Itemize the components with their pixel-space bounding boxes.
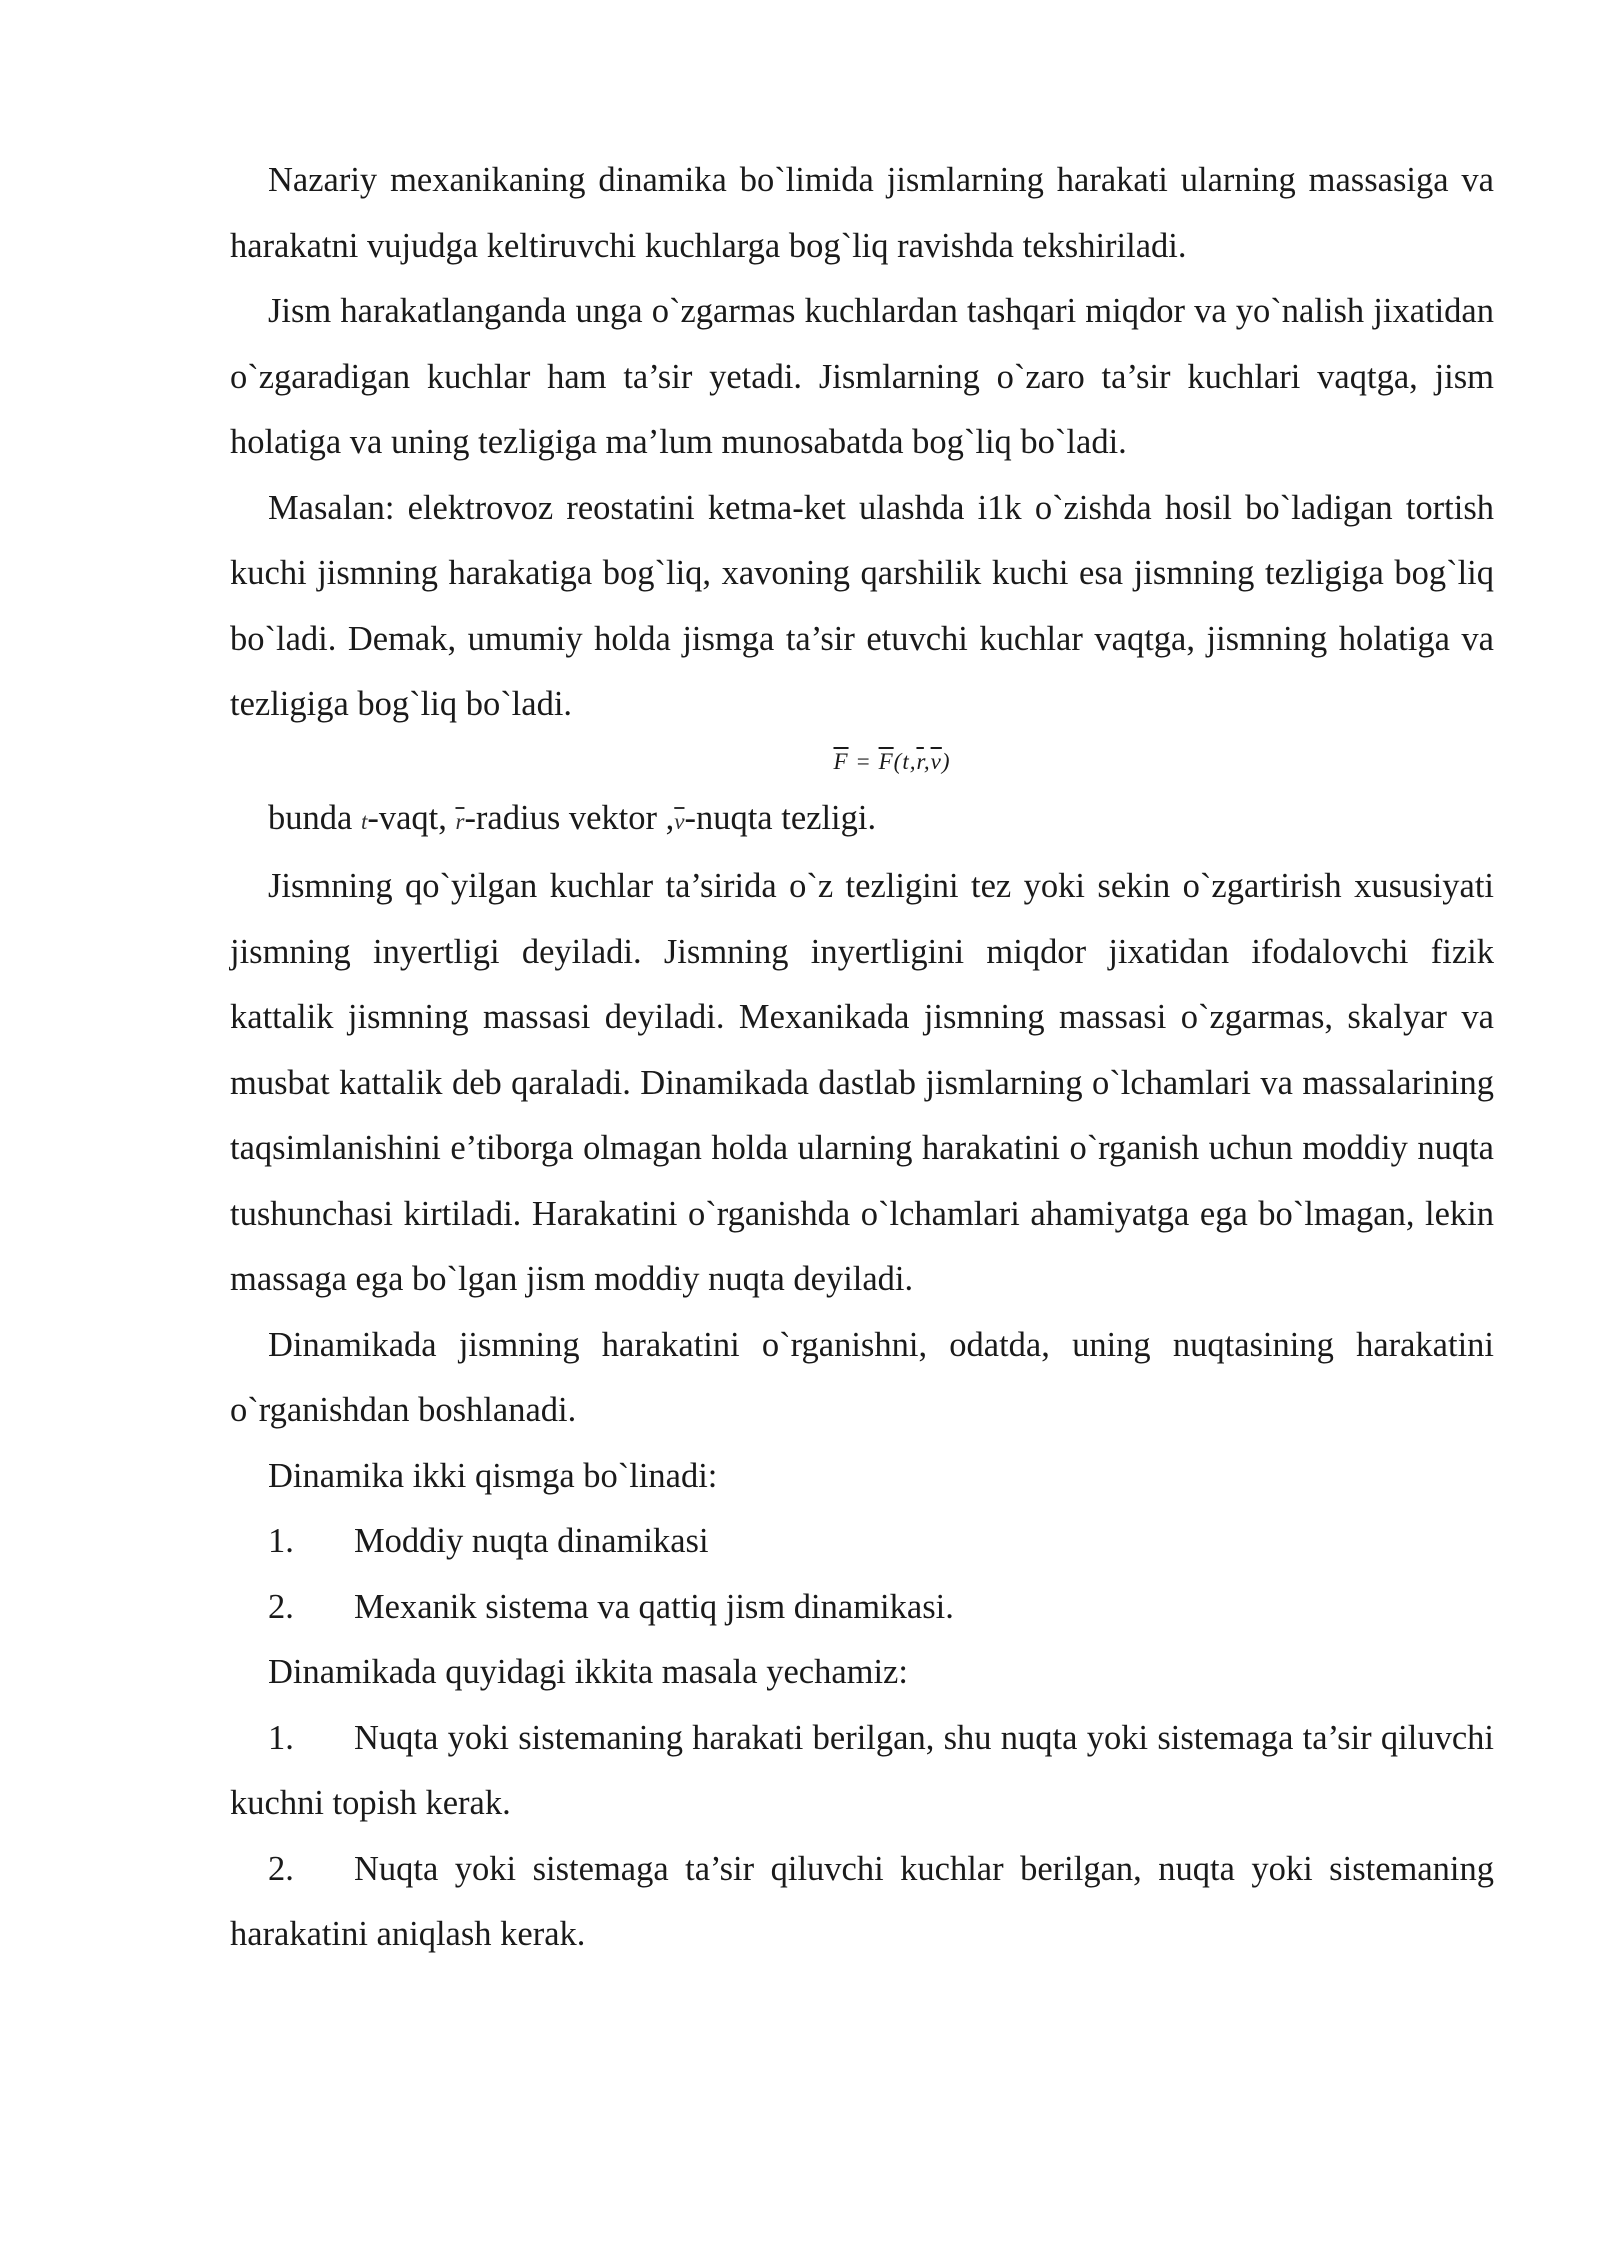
document-page: [230, 148, 1494, 1968]
paragraph-point-motion: Dinamikada jismning harakatini o`rganishni, odatda, uning nuqtasining harakatini o`rganishdan boshlanadi.: [230, 1325, 1494, 1429]
list-text: Nuqta yoki sistemaga ta’sir qiluvchi kuchlar berilgan, nuqta yoki sistemaning harakatini aniqlash kerak.: [230, 1849, 1494, 1953]
force-formula: [230, 738, 1494, 786]
paragraph-intro: Nazariy mexanikaning dinamika bo`limida jismlarning harakati ularning massasiga va harakatni vujudga keltiruvchi kuchlarga bog`liq ravishda tekshiriladi.: [230, 161, 1494, 265]
formula-equals: =: [855, 748, 872, 774]
list-text: Moddiy nuqta dinamikasi: [354, 1522, 709, 1560]
parts-list: [230, 1509, 1494, 1640]
paragraph-definitions: [230, 786, 1494, 855]
formula-force-symbol: $\overline{F}$: [833, 748, 849, 774]
velocity-symbol: $\overline{v}$: [674, 808, 685, 834]
definitions-lead: bunda: [268, 798, 361, 837]
formula-arg-time: t: [902, 748, 910, 774]
list-number: 2.: [268, 1587, 294, 1626]
paragraph-inertia: Jismning qo`yilgan kuchlar ta’sirida o`z tezligini tez yoki sekin o`zgartirish xususiyati jismning inyertligi deyiladi. Jismning inyertligini miqdor jixatidan ifodalovchi fizik kattalik jismning massasi deyiladi. Mexanikada jismning massasi o`zgarmas, skalyar va musbat kattalik deb qaraladi. Dinamikada dastlab jismlarning o`lchamlari va massalarining taqsimlanishini e’tiborga olmagan holda ularning harakatini o`rganish uchun moddiy nuqta tushunchasi kirtiladi. Harakatini o`rganishda o`lchamlari ahamiyatga ega bo`lmagan, lekin massaga ega bo`lgan jism moddiy nuqta deyiladi.: [230, 867, 1494, 1298]
time-definition: -vaqt,: [367, 798, 456, 837]
list-number: 1.: [268, 1718, 294, 1757]
paragraph-problems-intro: Dinamikada quyidagi ikkita masala yechamiz:: [268, 1653, 908, 1691]
list-item: [230, 1837, 1494, 1968]
problems-list: [230, 1706, 1494, 1968]
list-number: 1.: [268, 1522, 294, 1560]
paragraph-forces: Jism harakatlanganda unga o`zgarmas kuchlardan tashqari miqdor va yo`nalish jixatidan o`zgaradigan kuchlar ham ta’sir yetadi. Jismlarning o`zaro ta’sir kuchlari vaqtga, jism holatiga va uning tezligiga ma’lum munosabatda bog`liq bo`ladi.: [230, 292, 1494, 461]
time-symbol: t: [360, 808, 368, 834]
radius-symbol: $\overline{r}$: [455, 808, 465, 834]
paragraph-example: Masalan: elektrovoz reostatini ketma-ket ulashda i1k o`zishda hosil bo`ladigan tortish kuchi jismning harakatiga bog`liq, xavoning qarshilik kuchi esa jismning tezligiga bog`liq bo`ladi. Demak, umumiy holda jismga ta’sir etuvchi kuchlar vaqtga, jismning holatiga va tezligiga bog`liq bo`ladi.: [230, 488, 1494, 723]
list-text: Mexanik sistema va qattiq jism dinamikasi.: [354, 1587, 954, 1626]
formula-comma: ,: [909, 748, 917, 774]
velocity-definition: -nuqta tezligi.: [684, 798, 877, 837]
list-text: Nuqta yoki sistemaning harakati berilgan, shu nuqta yoki sistemaga ta’sir qiluvchi kuchni topish kerak.: [230, 1718, 1494, 1822]
formula-function-symbol: $\overline{F}$: [878, 748, 894, 774]
formula-arg-velocity: $\overline{v}$: [930, 748, 942, 774]
list-number: 2.: [268, 1849, 294, 1888]
formula-close-paren: ): [941, 748, 951, 774]
list-item: [230, 1509, 1494, 1575]
formula-open-paren: (: [893, 748, 903, 774]
list-item: [230, 1575, 1494, 1641]
formula-comma: ,: [923, 748, 931, 774]
paragraph-parts-intro: Dinamika ikki qismga bo`linadi:: [268, 1456, 718, 1495]
formula-arg-radius: $\overline{r}$: [916, 748, 924, 774]
list-item: [230, 1706, 1494, 1837]
radius-definition: -radius vektor ,: [464, 798, 675, 837]
